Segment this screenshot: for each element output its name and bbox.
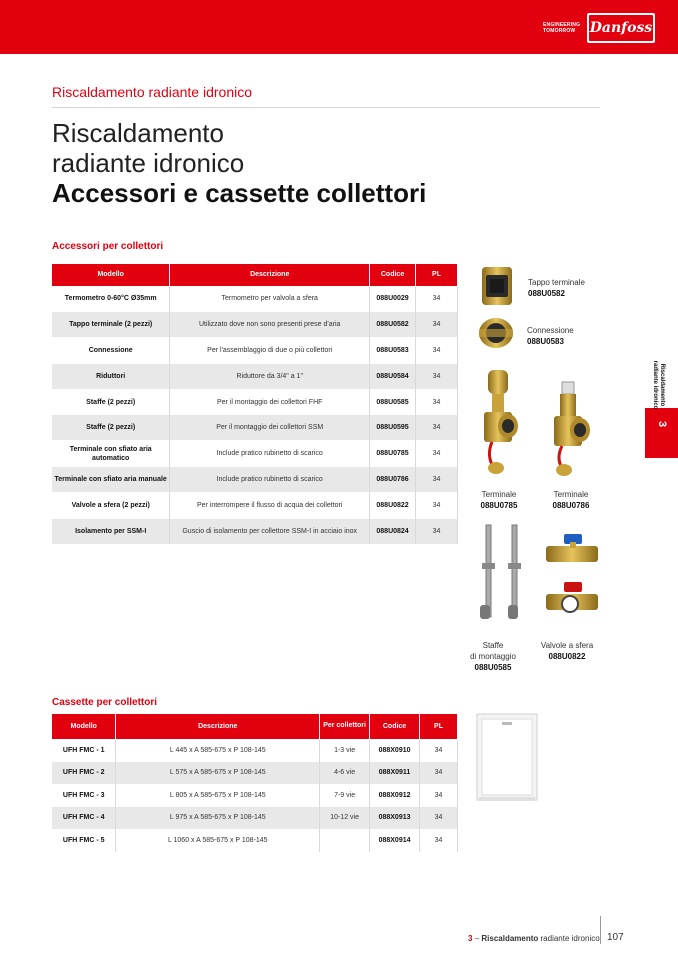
- cell-code: 088X0910: [370, 739, 420, 762]
- cell-pl: 34: [416, 441, 458, 467]
- table-row: [52, 829, 458, 852]
- cell-desc: L 575 x A 585-675 x P 108-145: [116, 762, 320, 785]
- cell-model: UFH FMC - 5: [52, 829, 116, 852]
- cell-model: Connessione: [52, 338, 170, 364]
- col-header-descrizione: Descrizione: [116, 714, 320, 739]
- caption-terminale-2: Terminale 088U0786: [552, 490, 590, 510]
- connessione-image: [476, 316, 516, 350]
- cell-pl: 34: [416, 492, 458, 518]
- cell-desc: Termometro per valvola a sfera: [170, 286, 370, 312]
- cell-per: 10-12 vie: [320, 807, 370, 830]
- accessories-heading: Accessori per collettori: [52, 241, 164, 252]
- table-row: [52, 363, 458, 389]
- cassetta-image: [476, 713, 538, 803]
- cell-code: 088X0912: [370, 784, 420, 807]
- cell-pl: 34: [416, 312, 458, 338]
- table-row: [52, 338, 458, 364]
- cell-model: UFH FMC - 1: [52, 739, 116, 762]
- cell-model: Terminale con sfiato aria automatico: [52, 441, 170, 467]
- top-bar: [0, 0, 678, 54]
- cell-code: 088X0914: [370, 829, 420, 852]
- cell-pl: 34: [420, 784, 458, 807]
- terminale-automatico-image: [478, 368, 520, 478]
- table-row: [52, 518, 458, 544]
- page-title-line3: Accessori e cassette collettori: [52, 178, 427, 208]
- cell-model: Staffe (2 pezzi): [52, 389, 170, 415]
- table-row: [52, 739, 458, 762]
- cell-per: 7-9 vie: [320, 784, 370, 807]
- col-header-modello: Modello: [52, 714, 116, 739]
- section-label: Riscaldamento radiante idronico: [52, 84, 252, 100]
- terminale-manuale-image: [548, 380, 594, 480]
- cell-pl: 34: [416, 518, 458, 544]
- cell-pl: 34: [420, 762, 458, 785]
- cell-code: 088U0582: [370, 312, 416, 338]
- table-row: [52, 467, 458, 493]
- cell-pl: 34: [420, 807, 458, 830]
- col-header-descrizione: Descrizione: [170, 264, 370, 286]
- cell-desc: Guscio di isolamento per collettore SSM-I in acciaio inox: [170, 518, 370, 544]
- danfoss-logo: Danfoss: [587, 13, 655, 43]
- cell-model: UFH FMC - 3: [52, 784, 116, 807]
- cell-desc: Utilizzato dove non sono presenti prese d'aria: [170, 312, 370, 338]
- cell-pl: 34: [416, 363, 458, 389]
- cell-pl: 34: [416, 338, 458, 364]
- cell-model: Tappo terminale (2 pezzi): [52, 312, 170, 338]
- cassettes-heading: Cassette per collettori: [52, 697, 158, 708]
- cell-model: UFH FMC - 4: [52, 807, 116, 830]
- cell-pl: 34: [420, 829, 458, 852]
- cell-code: 088U0029: [370, 286, 416, 312]
- table-row: [52, 784, 458, 807]
- cell-pl: 34: [416, 286, 458, 312]
- chapter-label: Riscaldamento radiante idronico: [652, 360, 665, 410]
- cell-model: Staffe (2 pezzi): [52, 415, 170, 441]
- cell-per: 1-3 vie: [320, 739, 370, 762]
- cell-per: 4-6 vie: [320, 762, 370, 785]
- brand-tagline: ENGINEERING TOMORROW: [543, 22, 581, 34]
- cell-model: Isolamento per SSM-I: [52, 518, 170, 544]
- caption-valvole: Valvole a sfera 088U0822: [540, 641, 594, 661]
- cell-code: 088U0584: [370, 363, 416, 389]
- cell-code: 088U0785: [370, 441, 416, 467]
- col-header-per-collettori: Per collettori: [320, 714, 370, 739]
- cell-code: 088X0913: [370, 807, 420, 830]
- cell-pl: 34: [416, 415, 458, 441]
- cassettes-table: [52, 714, 458, 852]
- cell-desc: Include pratico rubinetto di scarico: [170, 467, 370, 493]
- col-header-codice: Codice: [370, 264, 416, 286]
- cell-desc: L 975 x A 585-675 x P 108-145: [116, 807, 320, 830]
- cell-model: Termometro 0-60°C Ø35mm: [52, 286, 170, 312]
- caption-tappo: Tappo terminale 088U0582: [528, 278, 585, 298]
- cell-model: Valvole a sfera (2 pezzi): [52, 492, 170, 518]
- page-title-line1: Riscaldamento: [52, 118, 224, 148]
- footer-chapter: 3 – Riscaldamento radiante idronico: [468, 934, 600, 943]
- chapter-number: 3: [656, 420, 668, 428]
- table-row: [52, 312, 458, 338]
- col-header-codice: Codice: [370, 714, 420, 739]
- staffe-image: [478, 523, 526, 625]
- cell-model: Riduttori: [52, 363, 170, 389]
- cell-per: [320, 829, 370, 852]
- cell-desc: Per il montaggio dei collettori SSM: [170, 415, 370, 441]
- cell-desc: Per interrompere il flusso di acqua dei collettori: [170, 492, 370, 518]
- col-header-pl: PL: [416, 264, 458, 286]
- cell-model: UFH FMC - 2: [52, 762, 116, 785]
- col-header-pl: PL: [420, 714, 458, 739]
- caption-terminale-1: Terminale 088U0785: [480, 490, 518, 510]
- cell-desc: L 805 x A 585-675 x P 108-145: [116, 784, 320, 807]
- cell-desc: L 1060 x A 585-675 x P 108-145: [116, 829, 320, 852]
- cell-desc: Per l'assemblaggio di due o più collettori: [170, 338, 370, 364]
- cell-pl: 34: [420, 739, 458, 762]
- page-number: 107: [607, 932, 624, 943]
- cell-code: 088U0583: [370, 338, 416, 364]
- cell-desc: Riduttore da 3/4" a 1": [170, 363, 370, 389]
- cell-code: 088U0595: [370, 415, 416, 441]
- cell-desc: Per il montaggio dei collettori FHF: [170, 389, 370, 415]
- cell-model: Terminale con sfiato aria manuale: [52, 467, 170, 493]
- table-row: [52, 286, 458, 312]
- table-row: [52, 389, 458, 415]
- cell-pl: 34: [416, 467, 458, 493]
- table-row: [52, 415, 458, 441]
- cell-code: 088U0824: [370, 518, 416, 544]
- cell-code: 088U0822: [370, 492, 416, 518]
- page-title-line2: radiante idronico: [52, 148, 245, 178]
- valvole-a-sfera-image: [544, 532, 600, 624]
- cell-code: 088U0585: [370, 389, 416, 415]
- divider: [52, 107, 600, 108]
- cell-code: 088X0911: [370, 762, 420, 785]
- table-row: [52, 762, 458, 785]
- footer-divider: [600, 916, 601, 944]
- table-row: [52, 441, 458, 467]
- cell-pl: 34: [416, 389, 458, 415]
- caption-staffe: Staffe di montaggio 088U0585: [470, 641, 516, 672]
- table-row: [52, 807, 458, 830]
- cell-code: 088U0786: [370, 467, 416, 493]
- tappo-terminale-image: [476, 265, 518, 307]
- cell-desc: L 445 x A 585-675 x P 108-145: [116, 739, 320, 762]
- col-header-modello: Modello: [52, 264, 170, 286]
- caption-connessione: Connessione 088U0583: [527, 326, 574, 346]
- table-row: [52, 492, 458, 518]
- cell-desc: Include pratico rubinetto di scarico: [170, 441, 370, 467]
- accessories-table: [52, 264, 458, 544]
